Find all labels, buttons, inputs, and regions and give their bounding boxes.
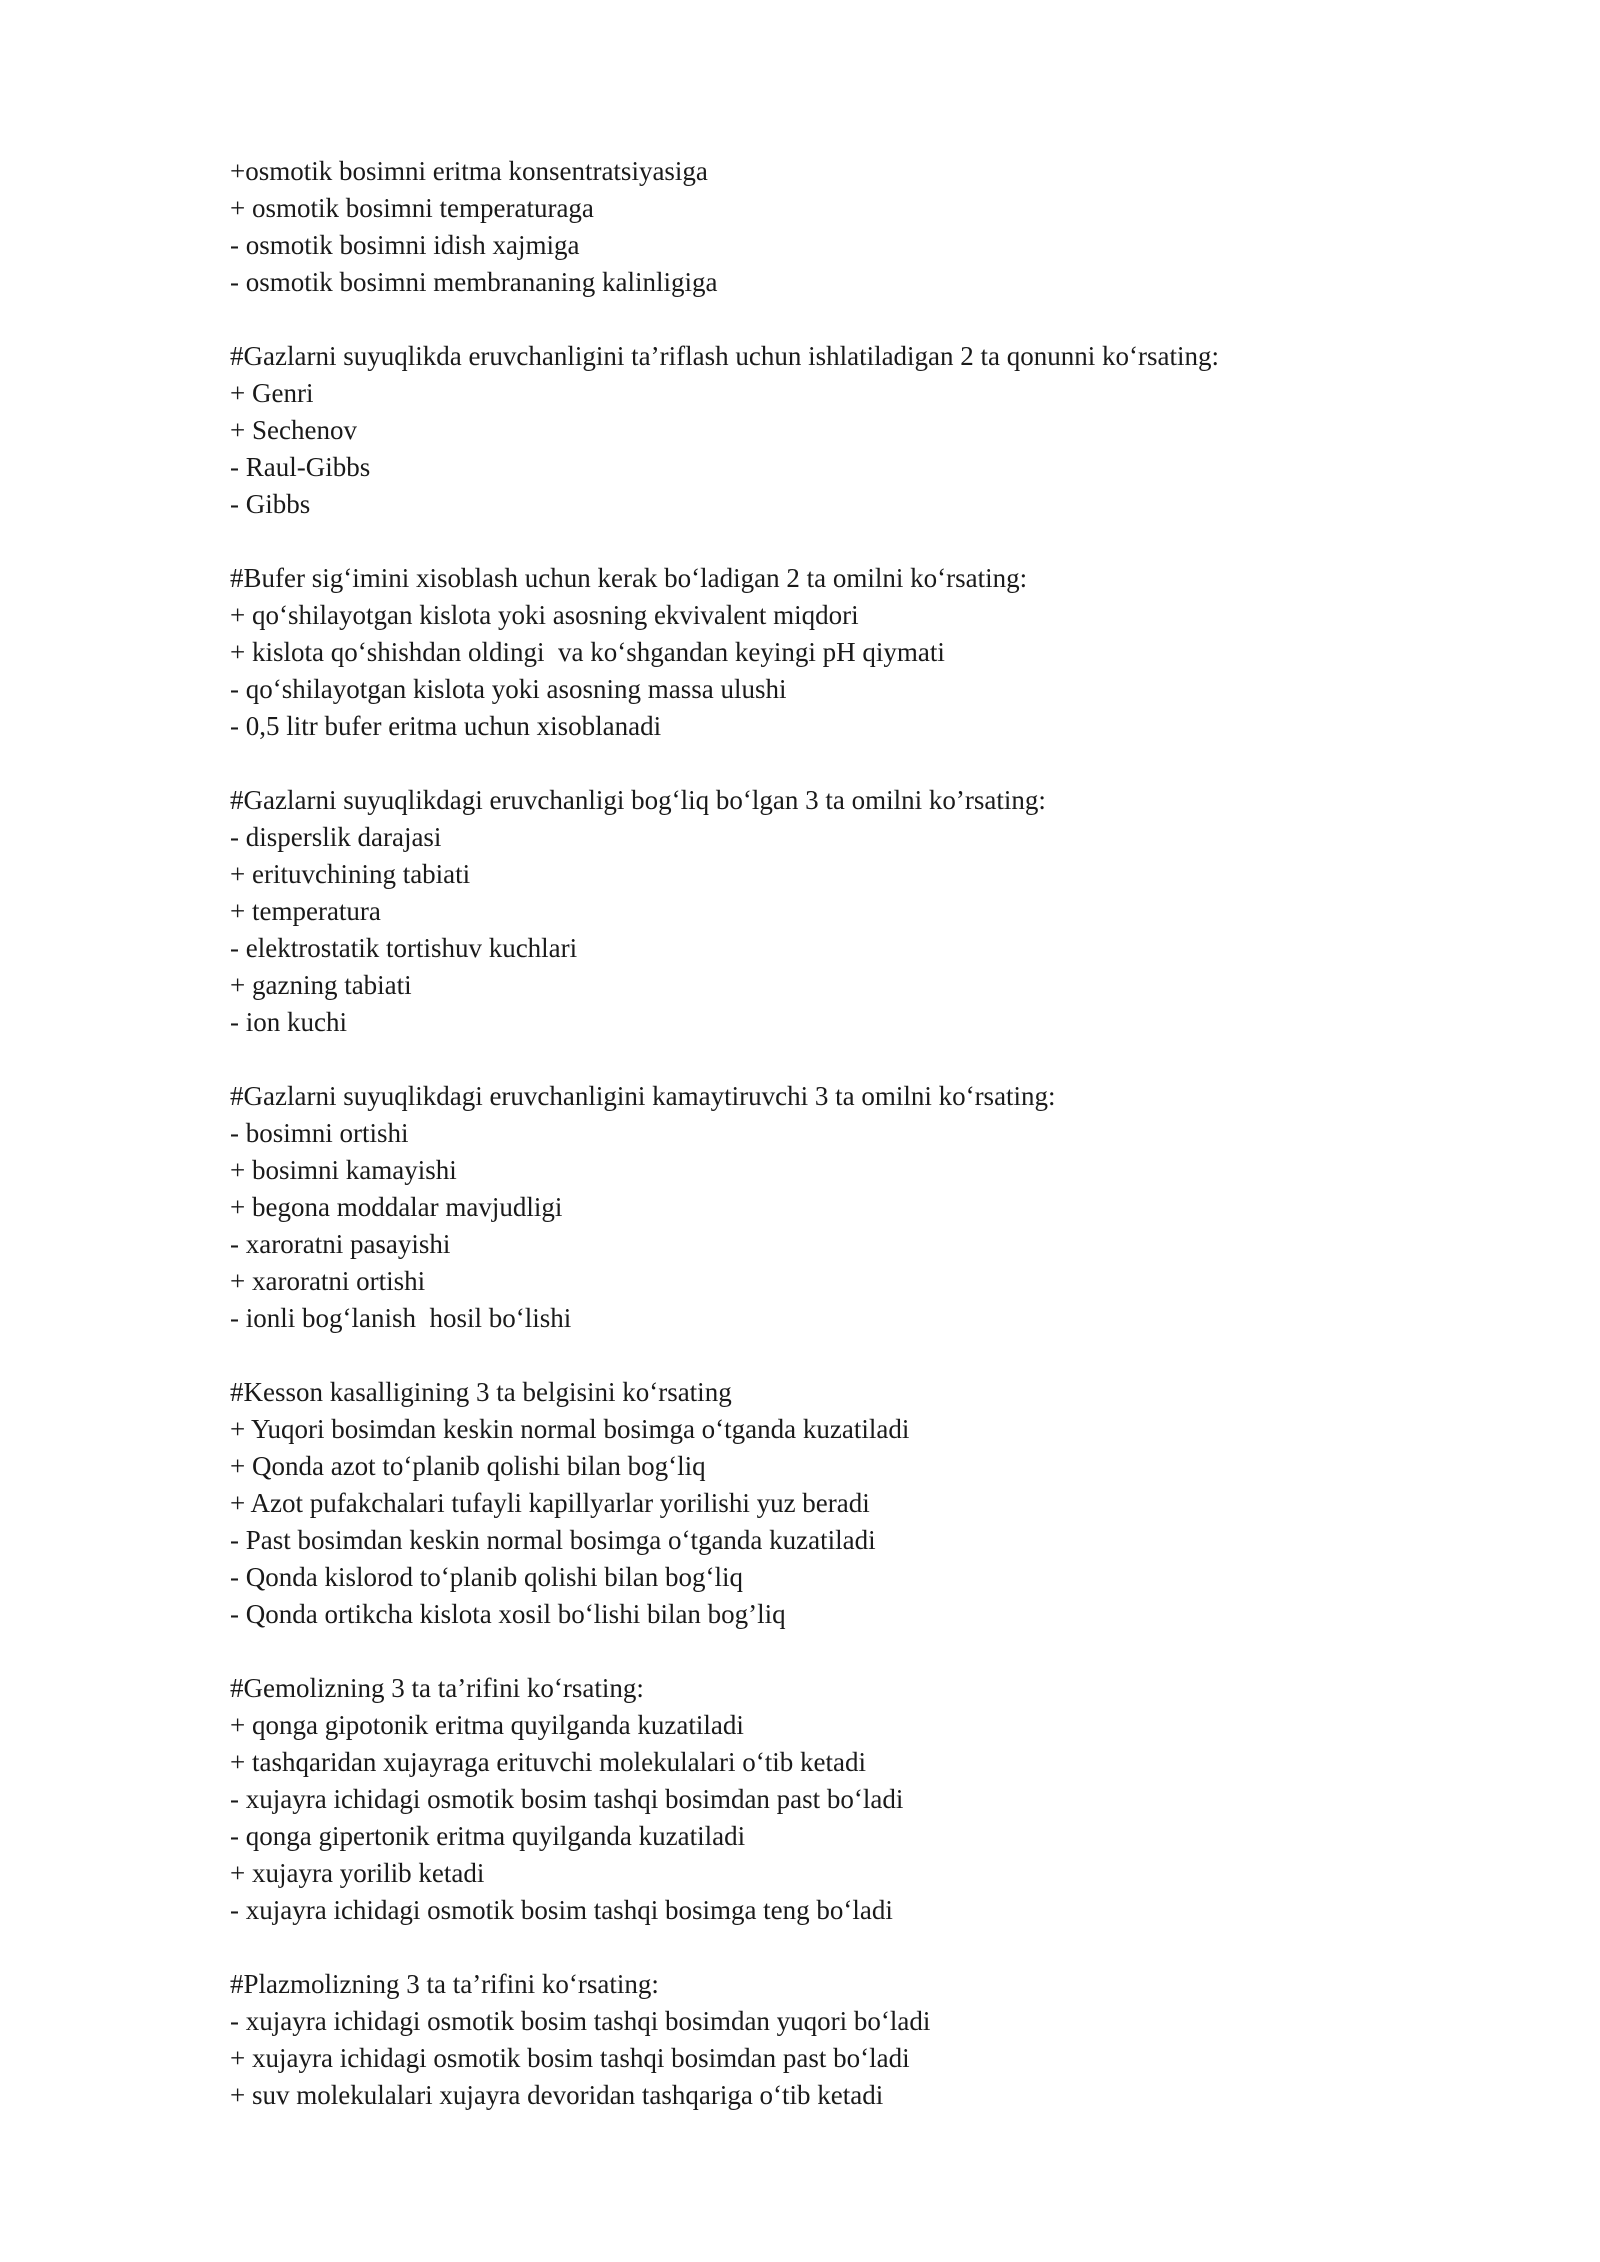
answer-option: + bosimni kamayishi [230, 1155, 457, 1185]
answer-option: - xujayra ichidagi osmotik bosim tashqi bosimga teng bo‘ladi [230, 1895, 893, 1925]
answer-option: - elektrostatik tortishuv kuchlari [230, 933, 578, 963]
answer-option: +osmotik bosimni eritma konsentratsiyasiga [230, 156, 708, 186]
answer-option: + tashqaridan xujayraga erituvchi molekulalari o‘tib ketadi [230, 1747, 867, 1777]
answer-option: - 0,5 litr bufer eritma uchun xisoblanadi [230, 711, 662, 741]
answer-option: + xaroratni ortishi [230, 1266, 426, 1296]
answer-option: + kislota qo‘shishdan oldingi va ko‘shgandan keyingi pH qiymati [230, 637, 945, 667]
answer-option: - Raul-Gibbs [230, 452, 371, 482]
block-spacer [230, 523, 1510, 560]
question-text: #Bufer sig‘imini xisoblash uchun kerak bo‘ladigan 2 ta omilni ko‘rsating: [230, 563, 1028, 593]
block-spacer [230, 301, 1510, 338]
answer-option: - Qonda ortikcha kislota xosil bo‘lishi bilan bog’liq [230, 1599, 786, 1629]
document-body [230, 153, 1510, 2114]
answer-option: + begona moddalar mavjudligi [230, 1192, 563, 1222]
answer-option: - osmotik bosimni idish xajmiga [230, 230, 580, 260]
question-text: #Gazlarni suyuqlikdagi eruvchanligini kamaytiruvchi 3 ta omilni ko‘rsating: [230, 1081, 1056, 1111]
question-text: #Plazmolizning 3 ta ta’rifini ko‘rsating: [230, 1969, 659, 1999]
answer-option: + qo‘shilayotgan kislota yoki asosning ekvivalent miqdori [230, 600, 859, 630]
answer-option: - ionli bog‘lanish hosil bo‘lishi [230, 1303, 572, 1333]
answer-option: + temperatura [230, 896, 381, 926]
answer-option: - xujayra ichidagi osmotik bosim tashqi bosimdan yuqori bo‘ladi [230, 2006, 931, 2036]
answer-option: + Azot pufakchalari tufayli kapillyarlar yorilishi yuz beradi [230, 1488, 870, 1518]
answer-option: + erituvchining tabiati [230, 859, 471, 889]
answer-option: - Qonda kislorod to‘planib qolishi bilan bog‘liq [230, 1562, 743, 1592]
answer-option: + Genri [230, 378, 314, 408]
answer-option: + gazning tabiati [230, 970, 412, 1000]
block-spacer [230, 1337, 1510, 1374]
answer-option: - qonga gipertonik eritma quyilganda kuzatiladi [230, 1821, 746, 1851]
block-spacer [230, 1929, 1510, 1966]
question-text: #Gemolizning 3 ta ta’rifini ko‘rsating: [230, 1673, 644, 1703]
answer-option: + qonga gipotonik eritma quyilganda kuzatiladi [230, 1710, 744, 1740]
answer-option: + xujayra yorilib ketadi [230, 1858, 485, 1888]
question-text: #Gazlarni suyuqlikdagi eruvchanligi bog‘liq bo‘lgan 3 ta omilni ko’rsating: [230, 785, 1046, 815]
answer-option: + xujayra ichidagi osmotik bosim tashqi bosimdan past bo‘ladi [230, 2043, 910, 2073]
answer-option: - xujayra ichidagi osmotik bosim tashqi bosimdan past bo‘ladi [230, 1784, 904, 1814]
answer-option: + Qonda azot to‘planib qolishi bilan bog‘liq [230, 1451, 706, 1481]
answer-option: + Yuqori bosimdan keskin normal bosimga o‘tganda kuzatiladi [230, 1414, 910, 1444]
answer-option: - xaroratni pasayishi [230, 1229, 451, 1259]
answer-option: + osmotik bosimni temperaturaga [230, 193, 594, 223]
answer-option: - Past bosimdan keskin normal bosimga o‘tganda kuzatiladi [230, 1525, 876, 1555]
answer-option: - qo‘shilayotgan kislota yoki asosning massa ulushi [230, 674, 787, 704]
answer-option: - ion kuchi [230, 1007, 347, 1037]
question-text: #Gazlarni suyuqlikda eruvchanligini ta’riflash uchun ishlatiladigan 2 ta qonunni ko‘rsating: [230, 341, 1220, 371]
answer-option: + Sechenov [230, 415, 357, 445]
question-text: #Kesson kasalligining 3 ta belgisini ko‘rsating [230, 1377, 732, 1407]
answer-option: - Gibbs [230, 489, 311, 519]
answer-option: - osmotik bosimni membrananing kalinligiga [230, 267, 718, 297]
answer-option: + suv molekulalari xujayra devoridan tashqariga o‘tib ketadi [230, 2080, 884, 2110]
block-spacer [230, 1041, 1510, 1078]
answer-option: - bosimni ortishi [230, 1118, 409, 1148]
block-spacer [230, 1633, 1510, 1670]
answer-option: - disperslik darajasi [230, 822, 442, 852]
block-spacer [230, 745, 1510, 782]
